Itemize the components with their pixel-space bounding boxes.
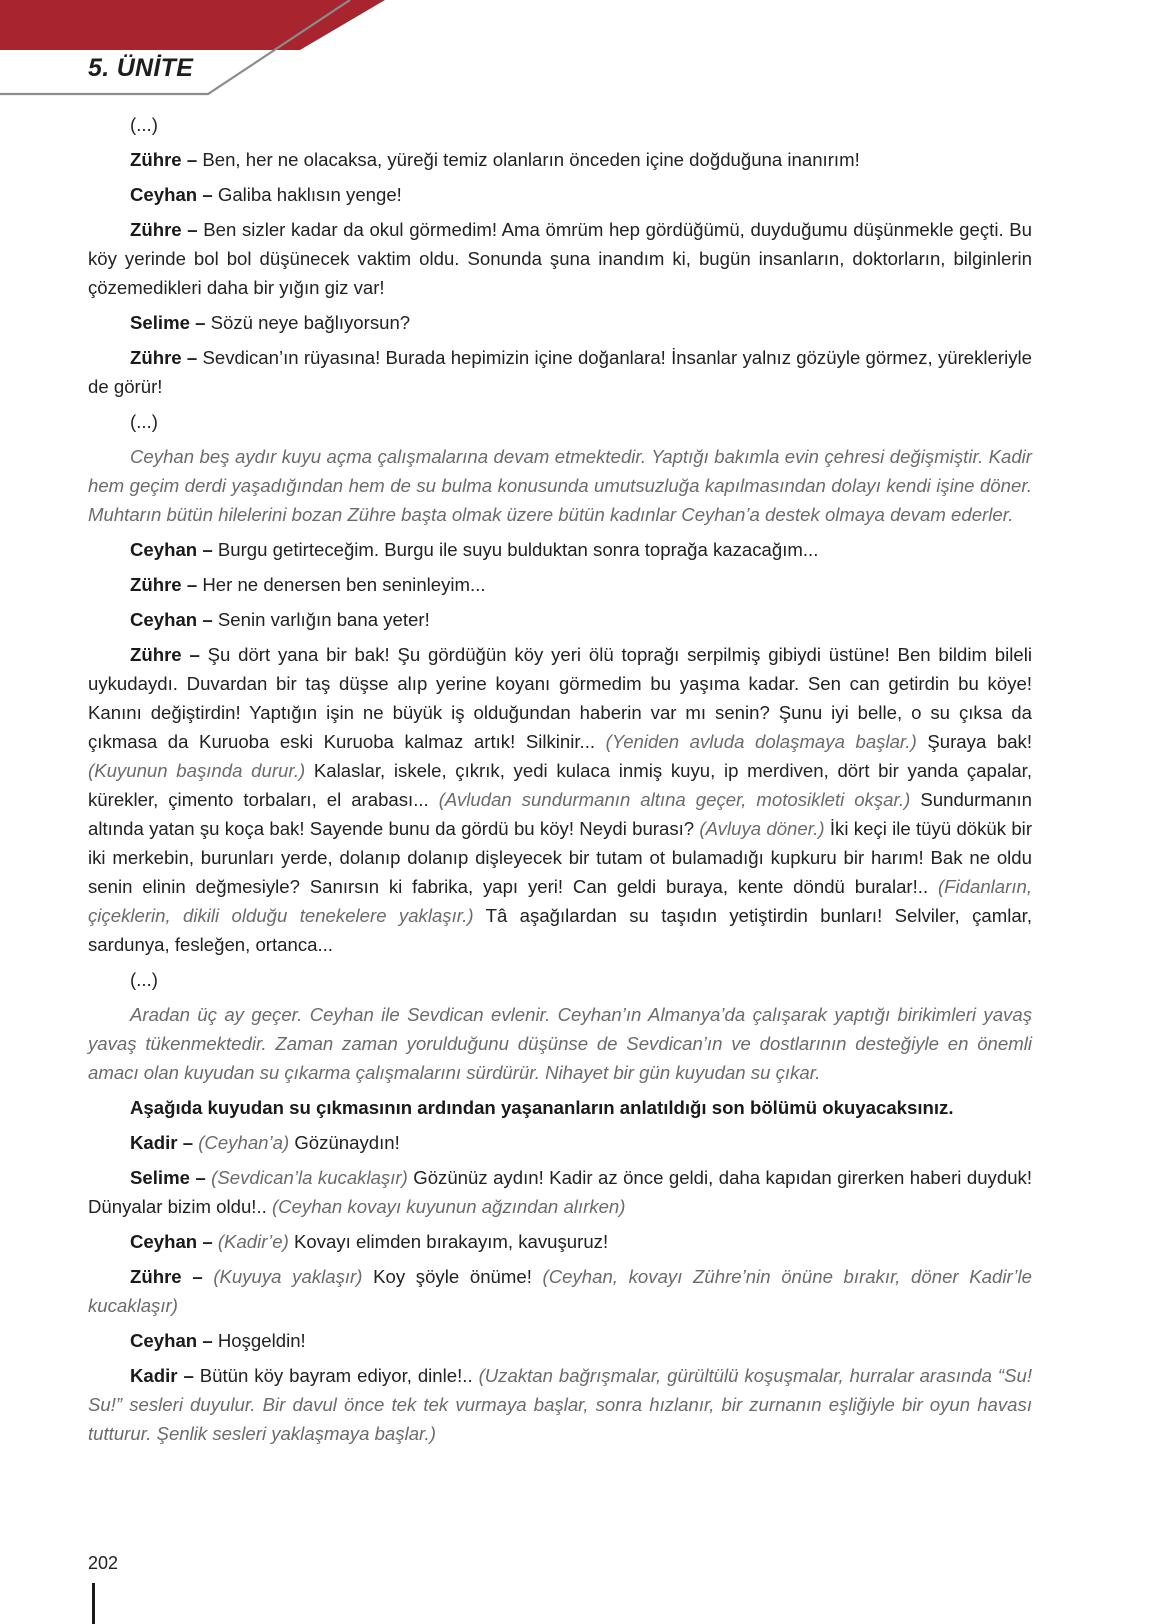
ellipsis-line: (...) — [130, 969, 158, 990]
stage-direction: (Kuyuya yaklaşır) — [213, 1266, 363, 1287]
speaker-name: Ceyhan — [130, 184, 198, 205]
instruction-line: Aşağıda kuyudan su çıkmasının ardından yaşananların anlatıldığı son bölümü okuyacaksınız. — [130, 1097, 954, 1118]
dialogue-text: Ben, her ne olacaksa, yüreği temiz olanların önceden içine doğduğuna inanırım! — [202, 149, 860, 170]
dialogue-line — [88, 308, 1032, 337]
speaker-dash: – — [189, 1167, 212, 1188]
dialogue-text: Bütün köy bayram ediyor, dinle!.. — [199, 1365, 479, 1386]
dialogue-text: Şu dört yana bir bak! Şu gördüğün köy yeri ölü toprağı serpilmiş gibiydi üstüne! Ben bildim bileli uykudaydı. Duvardan bir taş düşse alıp yerine koyanı görmedim bu yaşıma kadar. Sen can getirdin bu köye! Kanını değiştirdin! Yaptığın işin ne büyük iş olduğundan haberin var mı senin? Şunu iyi belle, o su çıksa da çıkmasa da Kuruoba eski Kuruoba kalmaz artık! Silkinir... — [88, 644, 1032, 752]
speaker-name: Selime — [130, 312, 190, 333]
speaker-name: Kadir — [130, 1132, 178, 1153]
dialogue-line — [88, 145, 1032, 174]
play-text — [88, 110, 1032, 1454]
stage-direction: (Avluya döner.) — [699, 818, 825, 839]
dialogue-text: Senin varlığın bana yeter! — [217, 609, 430, 630]
speaker-name: Ceyhan — [130, 539, 198, 560]
stage-direction: (Yeniden avluda dolaşmaya başlar.) — [605, 731, 917, 752]
speaker-name: Kadir — [130, 1365, 178, 1386]
dialogue-text: Sözü neye bağlıyorsun? — [210, 312, 411, 333]
speaker-dash: – — [197, 184, 218, 205]
stage-direction: (Avludan sundurmanın altına geçer, motosikleti okşar.) — [438, 789, 911, 810]
narration-paragraph: Aradan üç ay geçer. Ceyhan ile Sevdican evlenir. Ceyhan’ın Almanya’da çalışarak yaptığı birikimleri yavaş yavaş tükenmektedir. Zaman zaman yorulduğunu düşünse de Sevdican’ın ve dostlarının desteğiyle en önemli amacı olan kuyudan su çıkarma çalışmalarını sürdürür. Nihayet bir gün kuyudan su çıkar. — [88, 1004, 1032, 1083]
speaker-name: Zühre — [130, 644, 182, 665]
dialogue-line — [88, 570, 1032, 599]
stage-direction: (Kadir’e) — [217, 1231, 289, 1252]
dialogue-text: Kalaslar, iskele, çıkrık, yedi kulaca inmiş kuyu, ip merdiven, dört bir yanda çapalar, kürekler, çimento torbaları, el arabası... — [88, 760, 1033, 810]
speaker-dash: – — [197, 1231, 218, 1252]
stage-direction: (Uzaktan bağrışmalar, gürültülü koşuşmalar, hurralar arasında “Su! Su!” sesleri duyulur. Bir davul önce tek tek vurmaya başlar, sonra hızlanır, bir zurnanın eşliğiyle bir oyun havası tutturur. Şenlik sesleri yaklaşmaya başlar.) — [88, 1365, 1032, 1444]
speaker-name: Selime — [130, 1167, 190, 1188]
speaker-dash: – — [181, 347, 203, 368]
speaker-dash: – — [177, 1365, 200, 1386]
narration-paragraph: Ceyhan beş aydır kuyu açma çalışmalarına devam etmektedir. Yaptığı bakımla evin çehresi değişmiştir. Kadir hem geçim derdi yaşadığından hem de su bulma konusunda umutsuzluğa kapılmasından dolayı kendi işine döner. Muhtarın bütün hilelerini bozan Zühre başta olmak üzere bütün kadınlar Ceyhan’a destek olmaya devam ederler. — [88, 446, 1032, 525]
stage-direction: (Ceyhan kovayı kuyunun ağzından alırken) — [271, 1196, 626, 1217]
speaker-dash: – — [197, 609, 218, 630]
dialogue-text: Şuraya bak! — [916, 731, 1033, 752]
speaker-dash: – — [181, 574, 203, 595]
page-number: 202 — [88, 1553, 119, 1573]
dialogue-text: Hoşgeldin! — [217, 1330, 306, 1351]
dialogue-line — [88, 640, 1032, 959]
dialogue-text: Galiba haklısın yenge! — [217, 184, 402, 205]
speaker-name: Zühre — [130, 1266, 182, 1287]
dialogue-line — [88, 180, 1032, 209]
ellipsis-line: (...) — [130, 411, 158, 432]
dialogue-line — [88, 535, 1032, 564]
dialogue-text: Sevdican’ın rüyasına! Burada hepimizin içine doğanlara! İnsanlar yalnız gözüyle görmez, yürekleriyle de görür! — [88, 347, 1032, 397]
speaker-name: Zühre — [130, 149, 182, 170]
speaker-dash: – — [197, 539, 218, 560]
stage-direction: (Fidanların, çiçeklerin, dikili olduğu tenekelere yaklaşır.) — [88, 876, 1032, 926]
speaker-dash: – — [189, 312, 211, 333]
stage-direction: (Sevdican’la kucaklaşır) — [211, 1167, 408, 1188]
speaker-name: Ceyhan — [130, 1231, 198, 1252]
speaker-dash: – — [181, 644, 208, 665]
speaker-name: Zühre — [130, 347, 182, 368]
stage-direction: (Ceyhan, kovayı Zühre’nin önüne bırakır, döner Kadir’le kucaklaşır) — [88, 1266, 1032, 1316]
dialogue-line — [88, 1361, 1032, 1448]
dialogue-line — [88, 343, 1032, 401]
speaker-dash: – — [181, 219, 204, 240]
speaker-name: Ceyhan — [130, 1330, 198, 1351]
dialogue-text: Her ne denersen ben seninleyim... — [202, 574, 486, 595]
dialogue-text: Gözünüz aydın! Kadir az önce geldi, daha kapıdan girerken haberi duyduk! Dünyalar bizim oldu!.. — [88, 1167, 1032, 1217]
ellipsis-line: (...) — [130, 114, 158, 135]
dialogue-line — [88, 605, 1032, 634]
header-banner — [0, 0, 400, 100]
dialogue-text: Burgu getirteceğim. Burgu ile suyu bulduktan sonra toprağa kazacağım... — [217, 539, 819, 560]
speaker-dash: – — [197, 1330, 218, 1351]
dialogue-line — [88, 1262, 1032, 1320]
page-number-bar — [92, 1583, 95, 1624]
speaker-name: Ceyhan — [130, 609, 198, 630]
dialogue-text: Tâ aşağılardan su taşıdın yetiştirdin bunları! Selviler, çamlar, sardunya, fesleğen, ortanca... — [88, 905, 1032, 955]
speaker-dash: – — [177, 1132, 199, 1153]
stage-direction: (Kuyunun başında durur.) — [88, 760, 306, 781]
dialogue-text: Kovayı elimden bırakayım, kavuşuruz! — [288, 1231, 609, 1252]
stage-direction: (Ceyhan’a) — [198, 1132, 290, 1153]
dialogue-text: Gözünaydın! — [289, 1132, 400, 1153]
dialogue-text: Sundurmanın altında yatan şu koça bak! Sayende bunu da gördü bu köy! Neydi burası? — [88, 789, 1033, 839]
unit-title: 5. ÜNİTE — [88, 54, 194, 82]
dialogue-line — [88, 1163, 1032, 1221]
dialogue-line — [88, 1227, 1032, 1256]
dialogue-line — [88, 1326, 1032, 1355]
dialogue-line — [88, 215, 1032, 302]
dialogue-text: Ben sizler kadar da okul görmedim! Ama ömrüm hep gördüğümü, duyduğumu düşünmekle geçti. Bu köy yerinde bol bol düşünecek vaktim oldu. Sonunda şuna inandım ki, bugün insanların, doktorların, bilginlerin çözemedikleri daha bir yığın giz var! — [88, 219, 1032, 298]
dialogue-line — [88, 1128, 1032, 1157]
dialogue-text: Koy şöyle önüme! — [362, 1266, 543, 1287]
speaker-dash: – — [181, 149, 203, 170]
speaker-name: Zühre — [130, 574, 182, 595]
speaker-name: Zühre — [130, 219, 182, 240]
speaker-dash: – — [181, 1266, 214, 1287]
dialogue-text: İki keçi ile tüyü dökük bir iki merkebin, burunları yerde, dolanıp dolanıp dişleyecek bir tutam ot bulamadığı kupkuru bir harım! Bak ne oldu senin elinin değmesiyle? Sanırsın ki fabrika, yapı yeri! Can geldi buraya, kente döndü buralar!.. — [88, 818, 1033, 897]
header-red-band — [0, 0, 385, 50]
